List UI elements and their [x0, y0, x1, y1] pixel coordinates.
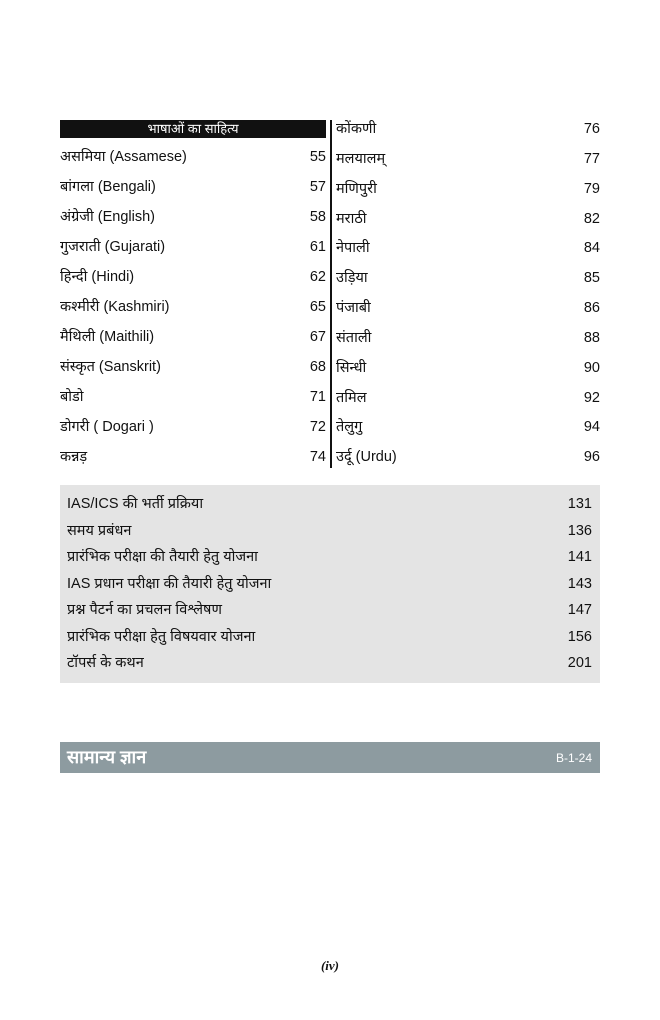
toc-entry[interactable]	[60, 146, 326, 168]
toc-entry[interactable]	[336, 148, 600, 170]
toc-entry-title: समय प्रबंधन	[67, 523, 132, 539]
toc-entry-title: गुजराती (Gujarati)	[60, 239, 166, 255]
toc-entry[interactable]	[60, 206, 326, 228]
toc-entry[interactable]	[60, 386, 326, 408]
toc-entry-title: IAS प्रधान परीक्षा की तैयारी हेतु योजना	[67, 576, 272, 592]
toc-entry[interactable]	[336, 237, 600, 259]
toc-entry-page: 62	[309, 269, 326, 285]
toc-entry-page: 201	[567, 655, 592, 671]
toc-entry-title: हिन्दी (Hindi)	[60, 269, 135, 285]
languages-heading: भाषाओं का साहित्य	[60, 120, 326, 138]
toc-entry-page: 131	[567, 496, 592, 512]
toc-entry-title: कोंकणी	[336, 121, 377, 137]
toc-entry-page: 71	[309, 389, 326, 405]
toc-entry-page: 68	[309, 359, 326, 375]
exam-preparation-section	[60, 485, 600, 683]
toc-entry[interactable]	[67, 571, 592, 597]
toc-entry-page: 92	[583, 390, 600, 406]
toc-entry-title: मैथिली (Maithili)	[60, 329, 155, 345]
toc-entry-title: प्रारंभिक परीक्षा की तैयारी हेतु योजना	[67, 549, 258, 565]
toc-entry-title: संस्कृत (Sanskrit)	[60, 359, 161, 375]
toc-entry[interactable]	[336, 416, 600, 438]
section-page-code: B-1-24	[555, 751, 592, 765]
toc-entry-page: 57	[309, 179, 326, 195]
toc-entry[interactable]	[336, 118, 600, 140]
general-knowledge-section-bar[interactable]	[60, 742, 600, 773]
toc-entry-title: असमिया (Assamese)	[60, 149, 187, 165]
toc-entry[interactable]	[336, 387, 600, 409]
toc-entry-title: पंजाबी	[336, 300, 371, 316]
toc-entry-page: 94	[583, 419, 600, 435]
toc-entry[interactable]	[67, 518, 592, 544]
toc-entry[interactable]	[60, 326, 326, 348]
toc-entry-page: 90	[583, 360, 600, 376]
toc-entry-title: कश्मीरी (Kashmiri)	[60, 299, 170, 315]
toc-entry-page: 79	[583, 181, 600, 197]
page-number: (iv)	[320, 958, 340, 973]
toc-entry-title: तेलुगु	[336, 419, 363, 435]
toc-entry-page: 65	[309, 299, 326, 315]
toc-entry-title: नेपाली	[336, 240, 370, 256]
toc-entry-title: मणिपुरी	[336, 181, 377, 197]
section-title: सामान्य ज्ञान	[67, 747, 147, 767]
toc-entry[interactable]	[336, 297, 600, 319]
toc-entry-title: मराठी	[336, 211, 367, 227]
toc-entry[interactable]	[336, 446, 600, 468]
toc-entry-title: सिन्धी	[336, 360, 367, 376]
toc-entry-title: प्रश्न पैटर्न का प्रचलन विश्लेषण	[67, 602, 222, 618]
toc-entry[interactable]	[67, 624, 592, 650]
toc-entry-page: 58	[309, 209, 326, 225]
toc-entry[interactable]	[60, 296, 326, 318]
toc-entry-title: तमिल	[336, 390, 367, 406]
toc-entry-page: 96	[583, 449, 600, 465]
toc-entry[interactable]	[336, 178, 600, 200]
toc-entry[interactable]	[67, 597, 592, 623]
toc-entry-title: संताली	[336, 330, 372, 346]
toc-entry-title: डोगरी ( Dogari )	[60, 419, 154, 435]
toc-entry-page: 67	[309, 329, 326, 345]
toc-entry-title: बांगला (Bengali)	[60, 179, 156, 195]
toc-entry-title: अंग्रेजी (English)	[60, 209, 156, 225]
toc-entry-title: बोडो	[60, 389, 84, 405]
toc-entry[interactable]	[60, 446, 326, 468]
toc-entry-page: 156	[567, 629, 592, 645]
toc-entry-page: 85	[583, 270, 600, 286]
toc-entry[interactable]	[336, 267, 600, 289]
toc-entry-page: 55	[309, 149, 326, 165]
toc-entry-page: 143	[567, 576, 592, 592]
column-divider	[330, 120, 332, 468]
toc-entry-page: 61	[309, 239, 326, 255]
toc-entry-title: IAS/ICS की भर्ती प्रक्रिया	[67, 496, 204, 512]
toc-entry[interactable]	[67, 544, 592, 570]
toc-entry[interactable]	[60, 236, 326, 258]
toc-entry-title: कन्नड़	[60, 449, 88, 465]
toc-entry[interactable]	[60, 176, 326, 198]
toc-entry-page: 136	[567, 523, 592, 539]
toc-entry[interactable]	[60, 356, 326, 378]
toc-entry[interactable]	[60, 266, 326, 288]
toc-entry[interactable]	[60, 416, 326, 438]
toc-entry-page: 76	[583, 121, 600, 137]
toc-entry-page: 77	[583, 151, 600, 167]
toc-entry[interactable]	[336, 357, 600, 379]
toc-entry-title: उड़िया	[336, 270, 368, 286]
toc-entry-page: 82	[583, 211, 600, 227]
toc-entry[interactable]	[67, 491, 592, 517]
toc-entry-title: मलयालम्	[336, 151, 386, 167]
toc-entry-page: 147	[567, 602, 592, 618]
toc-entry-page: 141	[567, 549, 592, 565]
toc-entry-page: 74	[309, 449, 326, 465]
toc-entry-page: 84	[583, 240, 600, 256]
toc-entry[interactable]	[67, 650, 592, 676]
toc-entry[interactable]	[336, 327, 600, 349]
toc-entry-title: उर्दू (Urdu)	[336, 449, 397, 465]
toc-entry-page: 88	[583, 330, 600, 346]
languages-section	[60, 118, 600, 470]
toc-entry-page: 72	[309, 419, 326, 435]
toc-entry-title: प्रारंभिक परीक्षा हेतु विषयवार योजना	[67, 629, 256, 645]
toc-entry-title: टॉपर्स के कथन	[67, 655, 144, 671]
toc-entry[interactable]	[336, 208, 600, 230]
toc-entry-page: 86	[583, 300, 600, 316]
